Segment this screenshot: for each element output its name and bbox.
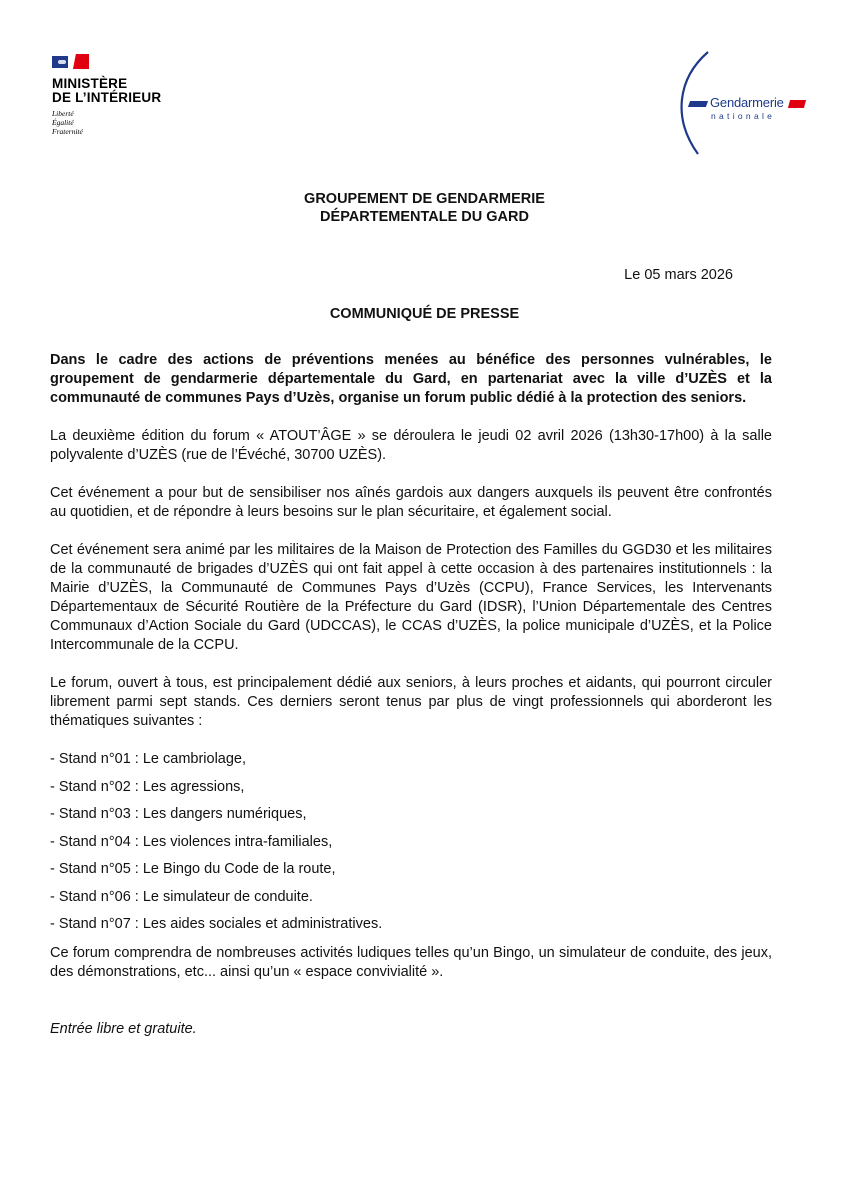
stand-item: - Stand n°06 : Le simulateur de conduite. bbox=[50, 888, 313, 905]
paragraph-activities: Ce forum comprendra de nombreuses activités ludiques telles qu’un Bingo, un simulateur de conduite, des jeux, des démonstrations, etc... ainsi qu’un « espace convivialité ». bbox=[50, 945, 772, 980]
stand-item: - Stand n°03 : Les dangers numériques, bbox=[50, 806, 307, 822]
gendarmerie-wordmark: Gendarmerie bbox=[710, 95, 784, 110]
ministry-name-line2: DE L’INTÉRIEUR bbox=[52, 90, 162, 105]
republic-motto bbox=[52, 109, 192, 136]
paragraph-partners: Cet événement sera animé par les militaires de la Maison de Protection des Familles du GGD30 et les militaires de la communauté de brigades d’UZÈS qui ont fait appel à cette occasion à des partenaires institutionnels : la Mairie d’UZÈS, la Communauté de Communes Pays d’Uzès (CCPU), France Services, les Intervenants Départementaux de Sécurité Routière de la Préfecture du Gard (IDSR), l’Union Départementale des Centres Communaux d’Action Sociale du Gard (UDCCAS), le CCAS d’UZÈS, la police municipale d’UZÈS, et la Police Intercommunale de la CCPU. bbox=[50, 542, 772, 653]
ministry-logo bbox=[52, 54, 192, 136]
document-body bbox=[50, 351, 772, 1039]
ministry-name bbox=[52, 77, 192, 105]
motto-liberte: Liberté bbox=[52, 109, 74, 118]
marianne-flag-icon bbox=[52, 54, 94, 70]
issuer-line2: DÉPARTEMENTALE DU GARD bbox=[320, 209, 529, 225]
issuer-line1: GROUPEMENT DE GENDARMERIE bbox=[304, 191, 545, 207]
gendarmerie-subtitle: nationale bbox=[711, 111, 776, 121]
lead-paragraph: Dans le cadre des actions de préventions menées au bénéfice des personnes vulnérables, le groupement de gendarmerie départementale du Gard, en partenariat avec la ville d’UZÈS et la communauté de communes Pays d’Uzès, organise un forum public dédié à la protection des seniors. bbox=[50, 352, 772, 406]
stand-item: - Stand n°07 : Les aides sociales et administratives. bbox=[50, 916, 383, 932]
stands-list bbox=[50, 750, 772, 934]
stand-item: - Stand n°04 : Les violences intra-familiales, bbox=[50, 833, 333, 850]
motto-fraternite: Fraternité bbox=[52, 127, 83, 136]
stand-item: - Stand n°01 : Le cambriolage, bbox=[50, 751, 247, 767]
paragraph-event-details: La deuxième édition du forum « ATOUT’ÂGE » se déroulera le jeudi 02 avril 2026 (13h30-17h00) à la salle polyvalente d’UZÈS (rue de l’Évéché, 30700 UZÈS). bbox=[50, 428, 772, 463]
paragraph-purpose: Cet événement a pour but de sensibiliser nos aînés gardois aux dangers auxquels ils peuvent être confrontés au quotidien, et de répondre à leurs besoins sur le plan sécuritaire, et également social. bbox=[50, 485, 772, 520]
issuer-heading bbox=[0, 190, 849, 226]
gendarmerie-red-flag-icon bbox=[788, 100, 806, 108]
document-title: COMMUNIQUÉ DE PRESSE bbox=[329, 306, 520, 322]
gendarmerie-logo bbox=[672, 48, 822, 158]
document-date: Le 05 mars 2026 bbox=[624, 267, 733, 283]
ministry-name-line1: MINISTÈRE bbox=[52, 76, 128, 91]
paragraph-audience: Le forum, ouvert à tous, est principalement dédié aux seniors, à leurs proches et aidants, qui pourront circuler librement parmi sept stands. Ces derniers seront tenus par plus de vingt professionnels qui aborderont les thématiques suivantes : bbox=[50, 675, 772, 729]
free-entry-note: Entrée libre et gratuite. bbox=[50, 1021, 197, 1037]
stand-item: - Stand n°05 : Le Bingo du Code de la route, bbox=[50, 861, 336, 877]
gendarmerie-blue-flag-icon bbox=[688, 101, 708, 107]
motto-egalite: Égalité bbox=[52, 118, 74, 127]
stand-item: - Stand n°02 : Les agressions, bbox=[50, 778, 245, 795]
